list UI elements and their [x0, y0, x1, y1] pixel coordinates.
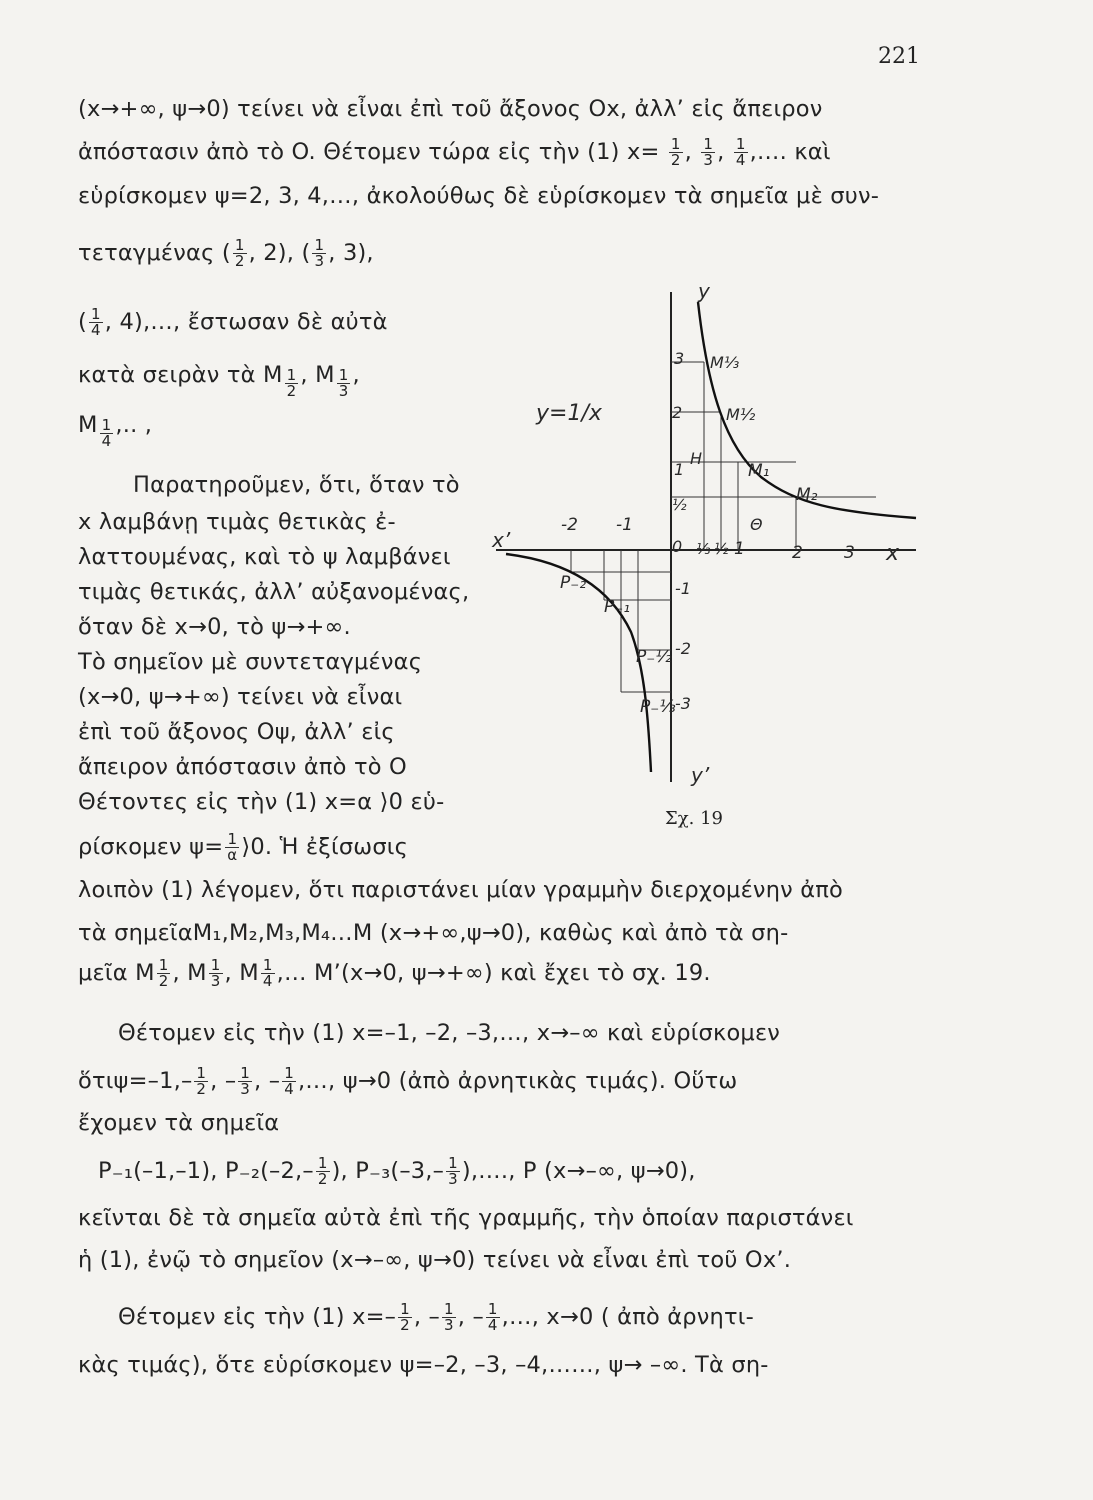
- text-line: Παρατηροῦμεν, ὅτι, ὅταν τὸ: [133, 472, 460, 498]
- equation-label: y=1/x: [536, 401, 602, 426]
- text-line: x λαμβάνῃ τιμὰς θετικὰς ἐ-: [78, 509, 396, 535]
- figure-hyperbola: [476, 272, 926, 812]
- y-tick: -2: [675, 639, 691, 658]
- text-segment: M: [78, 412, 98, 438]
- coordinate-pair: ( $\frac{1}{2}$ , 2),: [221, 236, 295, 270]
- y-axis-label: y: [698, 279, 710, 303]
- fraction: $\frac{1}{2}$: [670, 135, 681, 169]
- fraction: $\frac{1}{3}$: [210, 956, 221, 990]
- fraction: $\frac{1}{2}$: [317, 1154, 328, 1188]
- point-label: M₂: [796, 485, 818, 505]
- text-line: κεῖνται δὲ τὰ σημεῖα αὐτὰ ἐπὶ τῆς γραμμῆς, τὴν ὁποίαν παριστάνει: [78, 1205, 854, 1231]
- text-segment: ,…, x→0 ( ἀπὸ ἀρνητι-: [501, 1304, 754, 1330]
- text-segment: ,…, ψ→0 (ἀπὸ ἀρνητικὰς τιμάς). Οὕτω: [297, 1068, 738, 1094]
- point-label: P₋₂: [560, 573, 587, 593]
- text-line: (x→0, ψ→+∞) τείνει νὰ εἶναι: [78, 684, 403, 710]
- point-label: P₋½: [636, 647, 672, 667]
- text-segment: … M’(x→0, ψ→+∞) καὶ ἔχει τὸ σχ. 19.: [283, 960, 711, 986]
- text-segment: ,…, ἔστωσαν δὲ αὐτὰ: [142, 309, 388, 335]
- fraction: $\frac{1}{2}$: [158, 956, 169, 990]
- text-line: [78, 238, 374, 269]
- origin-label: 0: [672, 537, 683, 556]
- y-tick: 1: [674, 460, 685, 479]
- x-tick: 1: [734, 539, 745, 559]
- text-line: κὰς τιμάς), ὅτε εὑρίσκομεν ψ=–2, –3, –4,……, ψ→ –∞. Τὰ ση-: [78, 1352, 769, 1378]
- fraction: $\frac{1}{4}$: [735, 135, 746, 169]
- fraction: $\frac{1}{3}$: [338, 366, 349, 400]
- text-segment: μεῖα M: [78, 960, 155, 986]
- text-line: ἐπὶ τοῦ ἄξονος Oψ, ἀλλ’ εἰς: [78, 719, 395, 745]
- text-segment: ,…., P (x→–∞, ψ→0),: [470, 1158, 696, 1184]
- text-line: μεῖα M $\frac{1}{2}$ , M $\frac{1}{3}$ , M $\frac{1}{4}$ ,… M’(x→0, ψ→+∞) καὶ ἔχει τὸ σχ. 19.: [78, 956, 711, 990]
- x-axis-label: x: [886, 541, 900, 566]
- point-label: Θ: [750, 515, 763, 534]
- text-line: (x→+∞, ψ→0) τείνει νὰ εἶναι ἐπὶ τοῦ ἄξονος Ox, ἀλλ’ εἰς ἄπειρον: [78, 96, 823, 122]
- y-tick: -1: [675, 579, 691, 598]
- fraction: $\frac{1}{4}$: [284, 1064, 294, 1098]
- fraction: $\frac{1}{4}$: [262, 956, 273, 990]
- text-line: τὰ σημεῖαM₁,M₂,M₃,M₄…M (x→+∞,ψ→0), καθὼς καὶ ἀπὸ τὰ ση-: [78, 920, 789, 946]
- coordinate-pair: ( $\frac{1}{4}$ , 4): [78, 305, 143, 339]
- text-line: [78, 307, 388, 338]
- text-segment: ὅτιψ=–1,–: [78, 1068, 193, 1094]
- text-line: Θέτομεν εἰς τὴν (1) x=– $\frac{1}{2}$ , – $\frac{1}{3}$ , – $\frac{1}{4}$ ,…, x→0 ( ἀπὸ ἀρνητι-: [118, 1300, 754, 1334]
- text-line: M $\frac{1}{4}$ ,.. ,: [78, 412, 153, 450]
- text-segment: P₋₃: [355, 1158, 391, 1184]
- x-neg-axis-label: x’: [492, 528, 511, 552]
- text-segment: ⟩0. Ἡ ἐξίσωσις: [241, 834, 409, 860]
- text-line: ἔχομεν τὰ σημεῖα: [78, 1110, 280, 1136]
- x-tick: 3: [844, 543, 855, 563]
- text-line: ὅταν δὲ x→0, τὸ ψ→+∞.: [78, 614, 351, 640]
- text-segment: ,…. καὶ: [749, 139, 831, 165]
- coordinate-pair: ( $\frac{1}{3}$ , 3),: [301, 236, 374, 270]
- text-line: [78, 832, 408, 863]
- text-line: τιμὰς θετικάς, ἀλλ’ αὐξανομένας,: [78, 579, 470, 605]
- fraction: $\frac{1}{\alpha}$: [227, 830, 238, 864]
- point-label: M₁: [748, 461, 770, 481]
- fraction: $\frac{1}{4}$: [101, 416, 112, 450]
- text-line: λαττουμένας, καὶ τὸ ψ λαμβάνει: [78, 544, 451, 570]
- x-tick: ⅓: [696, 540, 711, 558]
- fraction: $\frac{1}{2}$: [400, 1300, 410, 1334]
- fraction: $\frac{1}{2}$: [196, 1064, 207, 1098]
- text-line: ὅτιψ=–1,– $\frac{1}{2}$ , – $\frac{1}{3}$ , – $\frac{1}{4}$ ,…, ψ→0 (ἀπὸ ἀρνητικὰς τιμάς). Οὕτω: [78, 1064, 738, 1098]
- figure-caption: Σχ. 19: [665, 808, 723, 829]
- text-line: εὑρίσκομεν ψ=2, 3, 4,…, ἀκολούθως δὲ εὑρίσκομεν τὰ σημεῖα μὲ συν-: [78, 183, 880, 209]
- x-tick: -2: [561, 515, 578, 535]
- point-label: M⅓: [710, 353, 740, 372]
- fraction: $\frac{1}{3}$: [448, 1154, 458, 1188]
- text-segment: κατὰ σειρὰν τὰ M: [78, 362, 283, 388]
- page-number: 221: [878, 44, 920, 69]
- text-line: ἀπόστασιν ἀπὸ τὸ O. Θέτομεν τώρα εἰς τὴν (1) x= $\frac{1}{2}$ , $\frac{1}{3}$ , $\frac{1}{4}$ ,…. καὶ: [78, 135, 831, 169]
- fraction: $\frac{1}{2}$: [286, 366, 297, 400]
- fraction: $\frac{1}{3}$: [444, 1300, 454, 1334]
- fraction: $\frac{1}{3}$: [240, 1064, 251, 1098]
- point-label: P₋₁: [604, 597, 631, 617]
- point-label: H: [690, 449, 703, 468]
- text-line: Θέτοντες εἰς τὴν (1) x=α ⟩0 εὑ-: [78, 789, 445, 815]
- x-tick: -1: [616, 515, 633, 535]
- x-tick: 2: [792, 543, 803, 563]
- text-line: λοιπὸν (1) λέγομεν, ὅτι παριστάνει μίαν γραμμὴν διερχομένην ἀπὸ: [78, 877, 844, 903]
- y-tick: 3: [674, 349, 685, 368]
- point-label: M½: [726, 405, 756, 424]
- text-line: ἡ (1), ἐνῷ τὸ σημεῖον (x→–∞, ψ→0) τείνει νὰ εἶναι ἐπὶ τοῦ Ox’.: [78, 1247, 792, 1273]
- y-tick: ½: [672, 496, 687, 514]
- text-line: P₋₁(–1,–1), P₋₂(–2,– $\frac{1}{2}$ ), P₋₃(–3,– $\frac{1}{3}$ ),…., P (x→–∞, ψ→0),: [98, 1154, 696, 1188]
- x-tick: ½: [714, 540, 729, 558]
- figure-svg: [476, 272, 926, 812]
- text-segment: ρίσκομεν ψ=: [78, 834, 224, 860]
- fraction: $\frac{1}{4}$: [487, 1300, 498, 1334]
- text-segment: Θέτομεν εἰς τὴν (1) x=–: [118, 1304, 397, 1330]
- text-line: ἄπειρον ἀπόστασιν ἀπὸ τὸ O: [78, 754, 407, 780]
- text-line: Θέτομεν εἰς τὴν (1) x=–1, –2, –3,…, x→–∞ καὶ εὑρίσκομεν: [118, 1020, 781, 1046]
- text-line: Τὸ σημεῖον μὲ συντεταγμένας: [78, 649, 423, 675]
- y-tick: 2: [672, 403, 683, 422]
- y-tick: -3: [675, 694, 691, 713]
- text-line: κατὰ σειρὰν τὰ M $\frac{1}{2}$ , M $\frac{1}{3}$ ,: [78, 362, 360, 400]
- text-segment: τεταγμένας: [78, 240, 215, 266]
- fraction: $\frac{1}{3}$: [703, 135, 714, 169]
- point-label: P₋⅓: [640, 697, 676, 717]
- text-segment: ἀπόστασιν ἀπὸ τὸ O. Θέτομεν τώρα εἰς τὴν (1) x=: [78, 139, 660, 165]
- y-neg-axis-label: y’: [691, 763, 710, 787]
- text-segment: P₋₁(–1,–1), P₋₂: [98, 1158, 261, 1184]
